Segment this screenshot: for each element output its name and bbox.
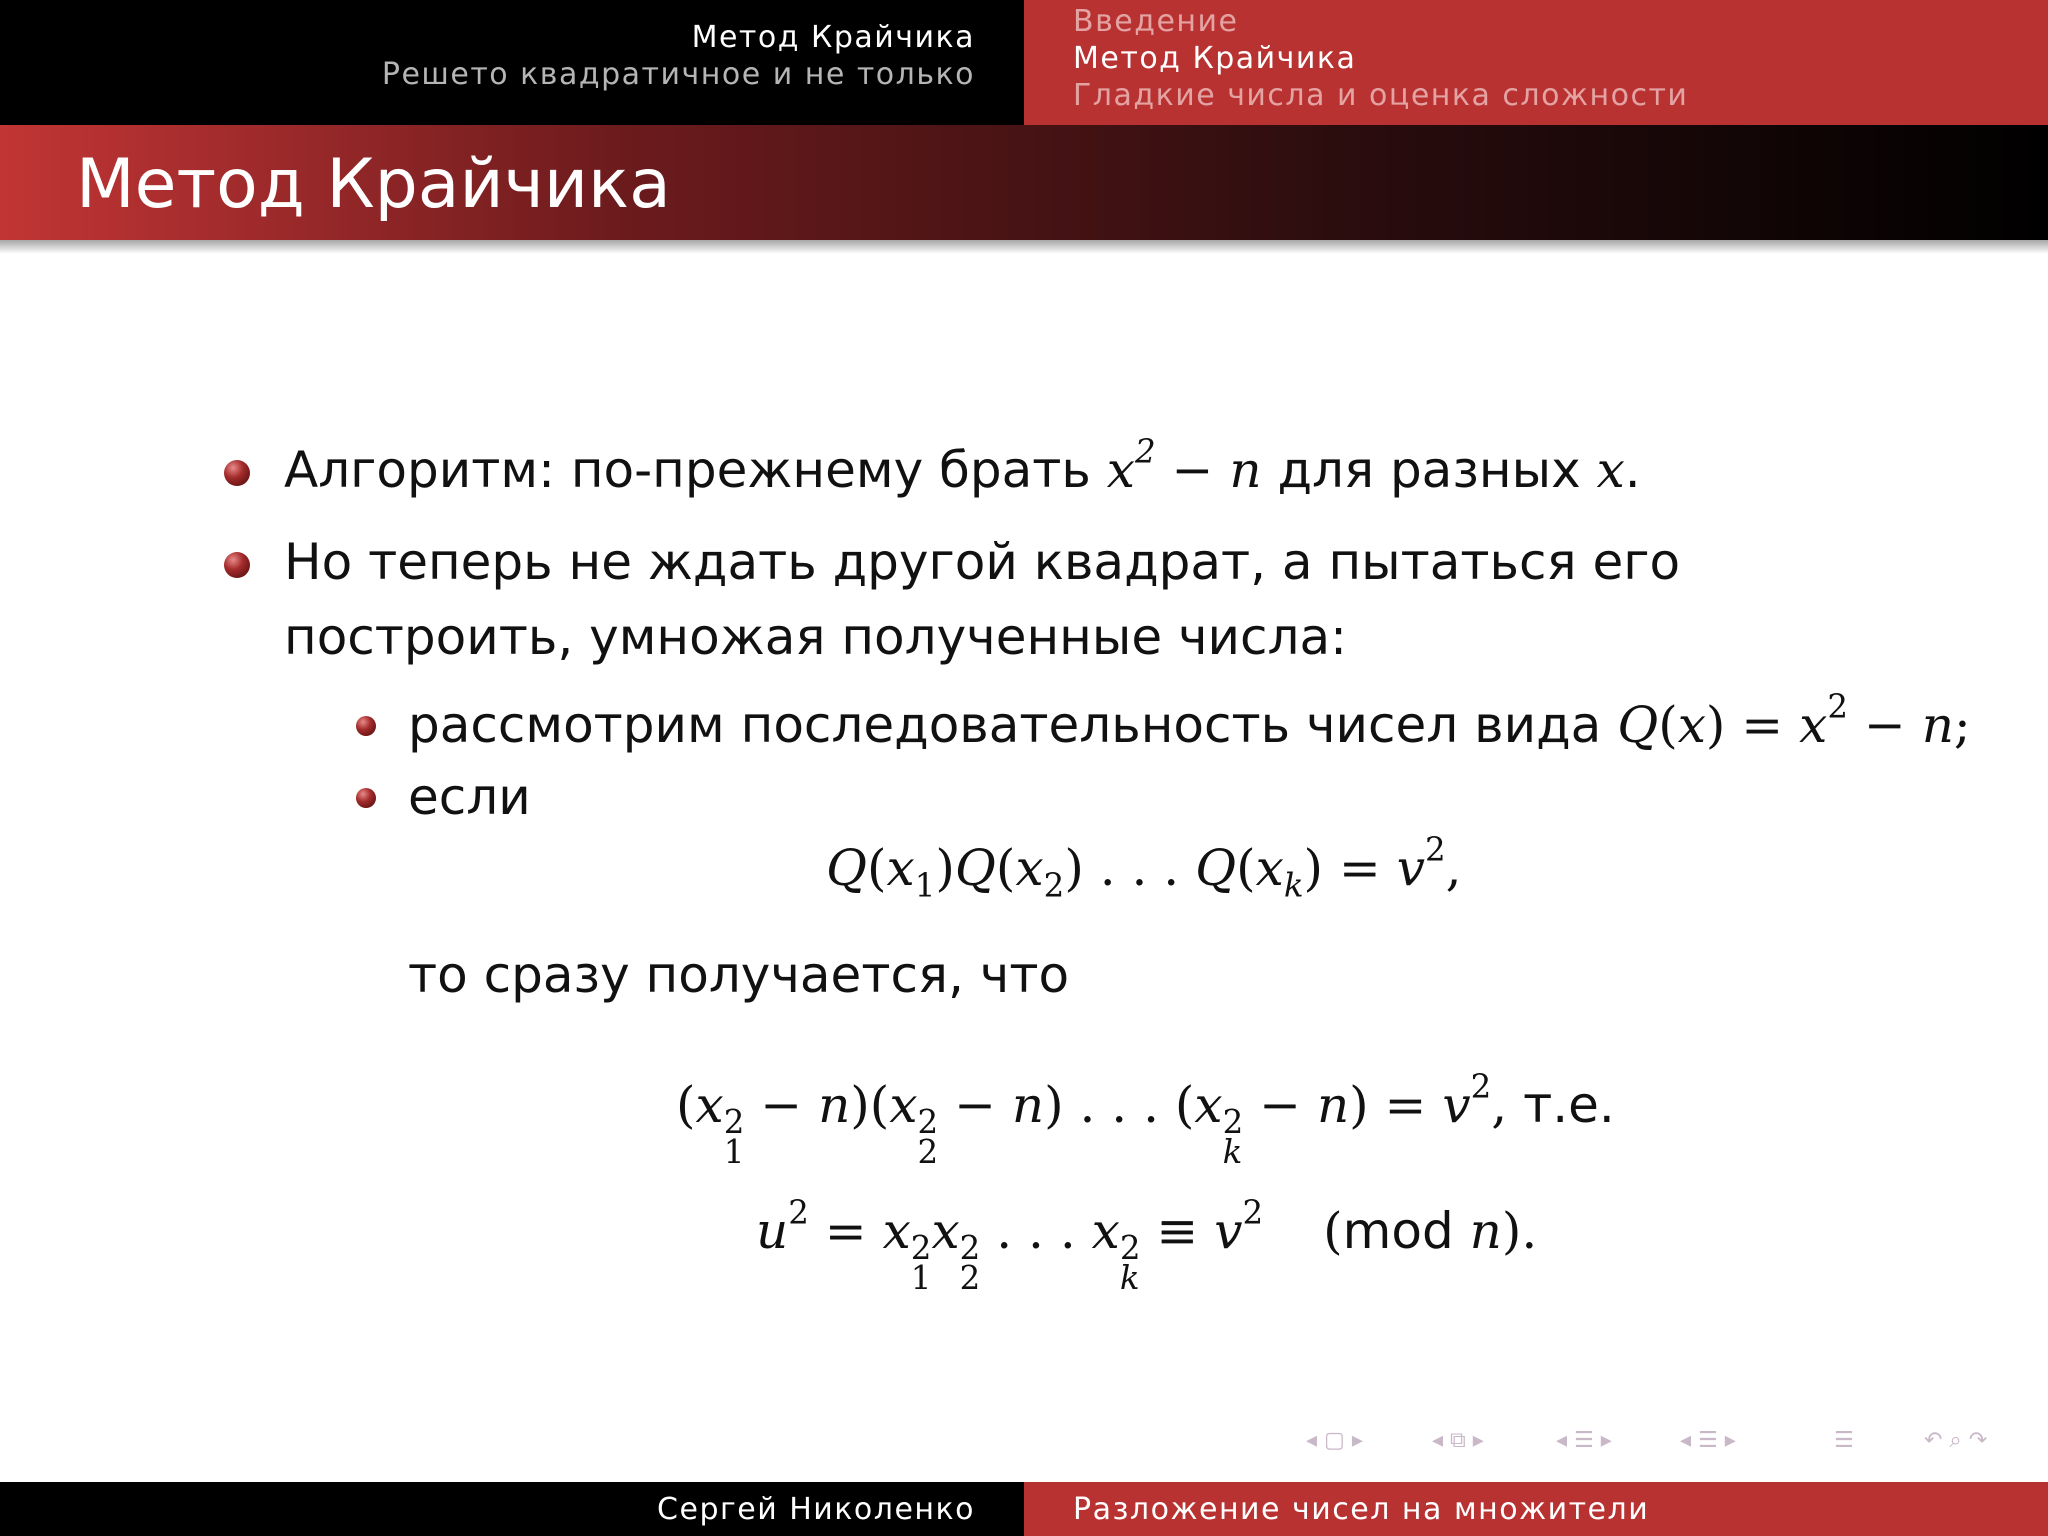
bullet-ball-icon	[224, 460, 250, 486]
nav-first-icon[interactable]: ◂ ▢ ▸	[1306, 1428, 1363, 1453]
header-current-section[interactable]: Метод Крайчика	[691, 20, 975, 55]
nav-frame-icon[interactable]: ◂ ⧉ ▸	[1432, 1428, 1484, 1453]
section-link-kraitchik[interactable]: Метод Крайчика	[1073, 41, 1357, 76]
bullet-item-2-line-2: построить, умножая полученные числа:	[284, 608, 1347, 666]
bullet-ball-icon	[224, 552, 250, 578]
slide-title: Метод Крайчика	[76, 145, 671, 224]
formula-q-definition: $Q(x) = x^2 - n$;	[1617, 687, 1971, 754]
bullet-item-1	[284, 432, 1641, 499]
item1-text-a: Алгоритм: по-прежнему брать	[284, 441, 1107, 499]
ie-text: т.е.	[1523, 1076, 1615, 1134]
section-link-intro[interactable]: Введение	[1073, 4, 1239, 39]
sub-bullet-ball-icon	[356, 788, 376, 808]
header-left-panel	[0, 0, 1024, 125]
footer-author: Сергей Николенко	[657, 1492, 975, 1527]
formula-x2-minus-n: $x^2 - n$	[1106, 432, 1262, 499]
title-shadow	[0, 240, 2048, 254]
nav-search-icon[interactable]: ↶ ⌕ ↷	[1924, 1428, 1988, 1453]
header-current-subsection[interactable]: Решето квадратичное и не только	[381, 57, 975, 92]
nav-section-icon[interactable]: ◂ ☰ ▸	[1680, 1428, 1736, 1453]
footer-left	[0, 1482, 1024, 1536]
header-section-nav	[1024, 0, 2048, 125]
mod-text: mod	[1342, 1202, 1454, 1260]
bullet-item-2-line-1: Но теперь не ждать другой квадрат, а пытаться его	[284, 533, 1681, 591]
sub-bullet-1	[408, 687, 1971, 754]
nav-subsection-icon[interactable]: ◂ ☰ ▸	[1556, 1428, 1612, 1453]
footer-talk-title: Разложение чисел на множители	[1073, 1492, 1650, 1527]
item1-text-b: для разных	[1261, 441, 1597, 499]
formula-x: x	[1596, 441, 1625, 499]
item1-text-c: .	[1624, 441, 1641, 499]
sub-bullet-ball-icon	[356, 716, 376, 736]
nav-doc-icon[interactable]: ☰	[1834, 1428, 1854, 1453]
footer-right	[1024, 1482, 2048, 1536]
then-text: то сразу получается, что	[408, 946, 1070, 1004]
section-link-smooth-numbers[interactable]: Гладкие числа и оценка сложности	[1073, 78, 1689, 113]
formula-q-product: $Q(x_1)Q(x_2)$ . . . $Q(x_k) = v^2$,	[826, 830, 1462, 905]
formula-product-expanded: (x 2 1 − n)(x 2 2 − n) . . . (x 2 k − $n) = v^2$, т.е.	[676, 1067, 1615, 1171]
sub-bullet-2: если	[408, 768, 531, 826]
sub1-text: рассмотрим последовательность чисел вида	[408, 696, 1618, 754]
formula-congruence: $u^2 = x$ 2 1 x 2 2 . . . x 2 k ≡ $v^2$ (mod n).	[756, 1193, 1538, 1297]
title-bar	[0, 125, 2048, 240]
